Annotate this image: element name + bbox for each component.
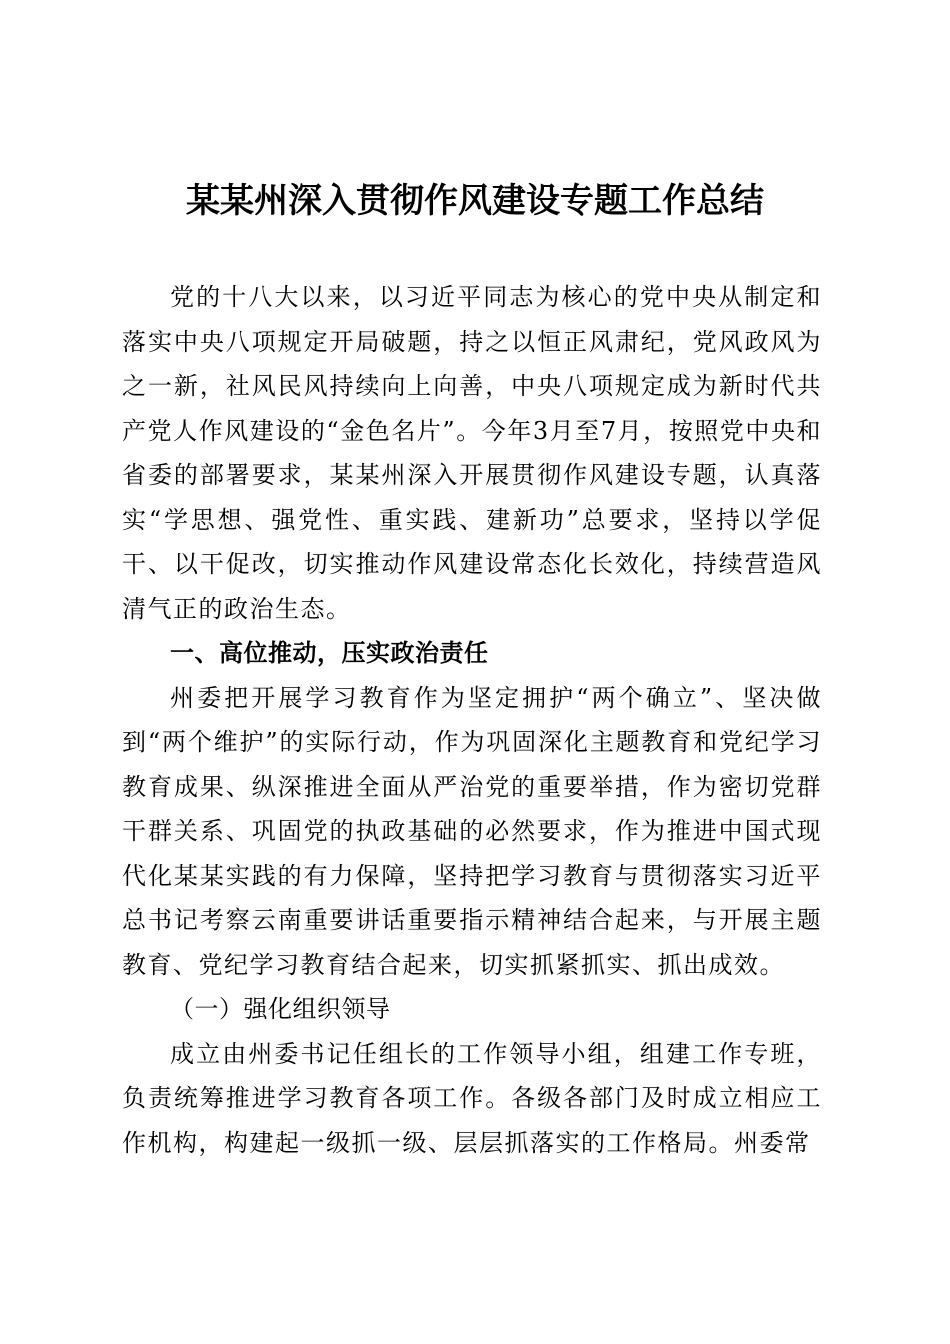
intro-paragraph: 党的十八大以来，以习近平同志为核心的党中央从制定和落实中央八项规定开局破题，持之以恒正风肃纪，党风政风为之一新，社风民风持续向上向善，中央八项规定成为新时代共产党人作风建设的“金色名片”。今年3月至7月，按照党中央和省委的部署要求，某某州深入开展贯彻作风建设专题，认真落实“学思想、强党性、重实践、建新功”总要求，坚持以学促干、以干促改，切实推动作风建设常态化长效化，持续营造风清气正的政治生态。 — [122, 283, 822, 623]
document-body — [122, 275, 822, 1165]
section-heading: 一、高位推动，压实政治责任 — [170, 639, 489, 667]
section-paragraph: 州委把开展学习教育作为坚定拥护“两个确立”、坚决做到“两个维护”的实际行动，作为巩固深化主题教育和党纪学习教育成果、纵深推进全面从严治党的重要举措，作为密切党群干群关系、巩固党的执政基础的必然要求，作为推进中国式现代化某某实践的有力保障，坚持把学习教育与贯彻落实习近平总书记考察云南重要讲话重要指示精神结合起来，与开展主题教育、党纪学习教育结合起来，切实抓紧抓实、抓出成效。 — [122, 683, 822, 979]
subsection-heading: （一）强化组织领导 — [170, 995, 391, 1023]
subsection-paragraph: 成立由州委书记任组长的工作领导小组，组建工作专班，负责统筹推进学习教育各项工作。各级各部门及时成立相应工作机构，构建起一级抓一级、层层抓落实的工作格局。州委常 — [122, 1039, 822, 1157]
document-title: 某某州深入贯彻作风建设专题工作总结 — [186, 181, 764, 221]
